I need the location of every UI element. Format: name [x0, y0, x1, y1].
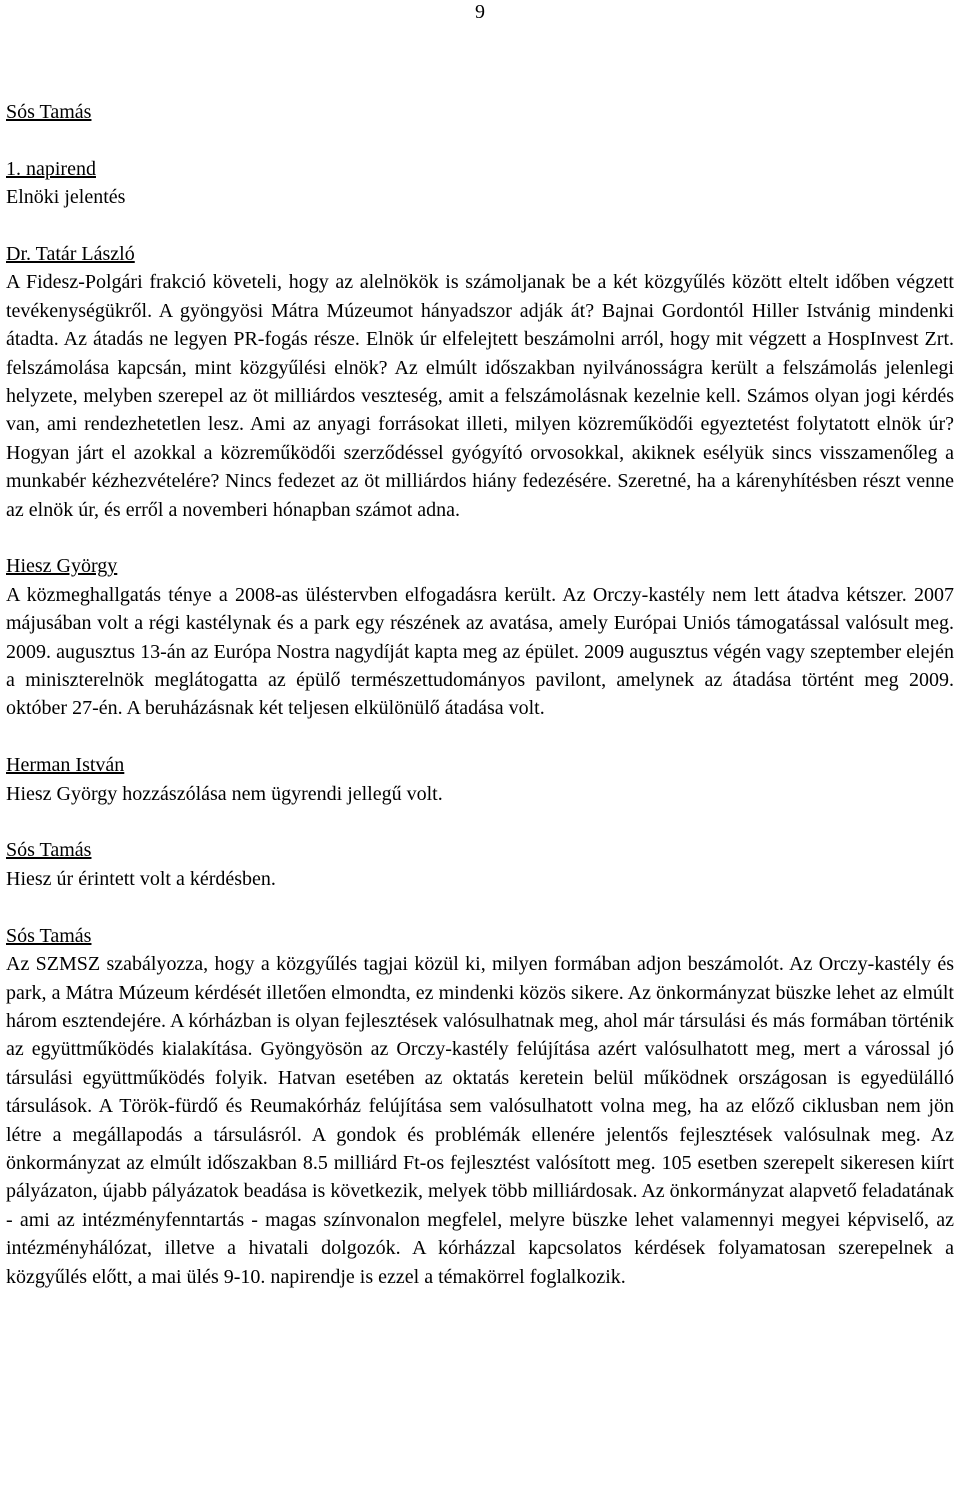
speaker-name: Sós Tamás	[6, 839, 92, 862]
speaker-name: Sós Tamás	[6, 101, 92, 123]
document-body	[6, 98, 954, 1291]
agenda-heading	[6, 155, 954, 212]
speech-text: A közmeghallgatás ténye a 2008-as üléstervben elfogadásra került. Az Orczy-kastély nem lett átadva kétszer. 2007 májusában volt a régi kastélynak és a park egy részének az avatása, amely Európai Uniós támogatással valósult meg. 2009. augusztus 13-án az Európa Nostra nagydíját kapta meg az épület. 2009 augusztus végén vagy szeptember elején a miniszterelnök meglátogatta az épülő természettudományos pavilont, amelynek az átadása történt meg 2009. október 27-én. A beruházásnak két teljesen elkülönülő átadása volt.	[6, 583, 954, 720]
speaker-name: Herman István	[6, 754, 125, 777]
speech-text: Hiesz úr érintett volt a kérdésben.	[6, 867, 276, 890]
speech-block	[6, 240, 954, 524]
speech-block	[6, 836, 954, 893]
opening-speaker-block	[6, 98, 954, 126]
speaker-name: Dr. Tatár László	[6, 243, 135, 265]
speech-text: Az SZMSZ szabályozza, hogy a közgyűlés tagjai közül ki, milyen formában adjon beszámolót. Az Orczy-kastély és park, a Mátra Múzeum kérdését illetően elmondta, ez mindenki közös sikere. Az önkormányzat büszke lehet az elmúlt három esztendejére. A kórházban is olyan fejlesztések valósulhatnak meg, ahol már társulási és más formában történik az együttműködés kialakítása. Gyöngyösön az Orczy-kastély felújítása azért valósulhatott meg, mert a várossal jó társulási együttműködés folyik. Hatvan esetében az oktatás keretein belül működnek országosan is egyedülálló társulások. A Török-fürdő és Reumakórház felújítása sem valósulhatott volna meg, ha az előző ciklusban nem jön létre a megállapodás a társulásról. A gondok és problémák ellenére jelentős fejlesztések valósulnak meg. Az önkormányzat az elmúlt időszakban 8.5 milliárd Ft-os fejlesztést valósított meg. 105 esetben szerepelt sikeresen kiírt pályázaton, újabb pályázatok beadása is következik, melyek több milliárdosak. Az önkormányzat alapvető feladatának - ami az intézményfenntartás - magas színvonalon megfelel, melyre büszke lehet valamennyi megyei képviselő, az intézményhálózat, illetve a hivatali dolgozók. A kórházzal kapcsolatos kérdések folyamatosan szerepelnek a közgyűlés előtt, a mai ülés 9-10. napirendje is ezzel a témakörrel foglalkozik.	[6, 953, 954, 1288]
page-number: 9	[475, 1, 485, 23]
speech-block	[6, 552, 954, 722]
speaker-name: Sós Tamás	[6, 924, 92, 947]
agenda-item-number: 1. napirend	[6, 157, 96, 180]
speaker-name: Hiesz György	[6, 555, 118, 578]
speech-block	[6, 922, 954, 1291]
agenda-item-title: Elnöki jelentés	[6, 186, 126, 209]
speech-text: Hiesz György hozzászólása nem ügyrendi jellegű volt.	[6, 782, 443, 805]
speech-text: A Fidesz-Polgári frakció követeli, hogy az alelnökök is számoljanak be a két közgyűlés között eltelt időben végzett tevékenységükről. A gyöngyösi Mátra Múzeumot hányadszor adják át? Bajnai Gordontól Hiller Istvánig mindenki átadta. Az átadás ne legyen PR-fogás része. Elnök úr elfelejtett beszámolni arról, hogy mit végzett a HospInvest Zrt. felszámolása kapcsán, mint közgyűlési elnök? Az elmúlt időszakban nyilvánosságra került a felszámolás jelenlegi helyzete, melyben szerepel az öt milliárdos veszteség, amit a felszámolásnak kezelnie kell. Számos olyan jogi kérdés van, ami rendezhetetlen lesz. Ami az anyagi forrásokat illeti, milyen közreműködői egyeztetést folytatott elnök úr? Hogyan járt el azokkal a közreműködői szerződéssel gyógyító orvosokkal, akiknek esélyük sincs visszamenőleg a munkabér kézhezvételére? Nincs fedezet az öt milliárdos hiány fedezésére. Szeretné, ha a kárenyhítésben részt venne az elnök úr, és erről a novemberi hónapban számot adna.	[6, 271, 954, 521]
speech-block	[6, 751, 954, 808]
